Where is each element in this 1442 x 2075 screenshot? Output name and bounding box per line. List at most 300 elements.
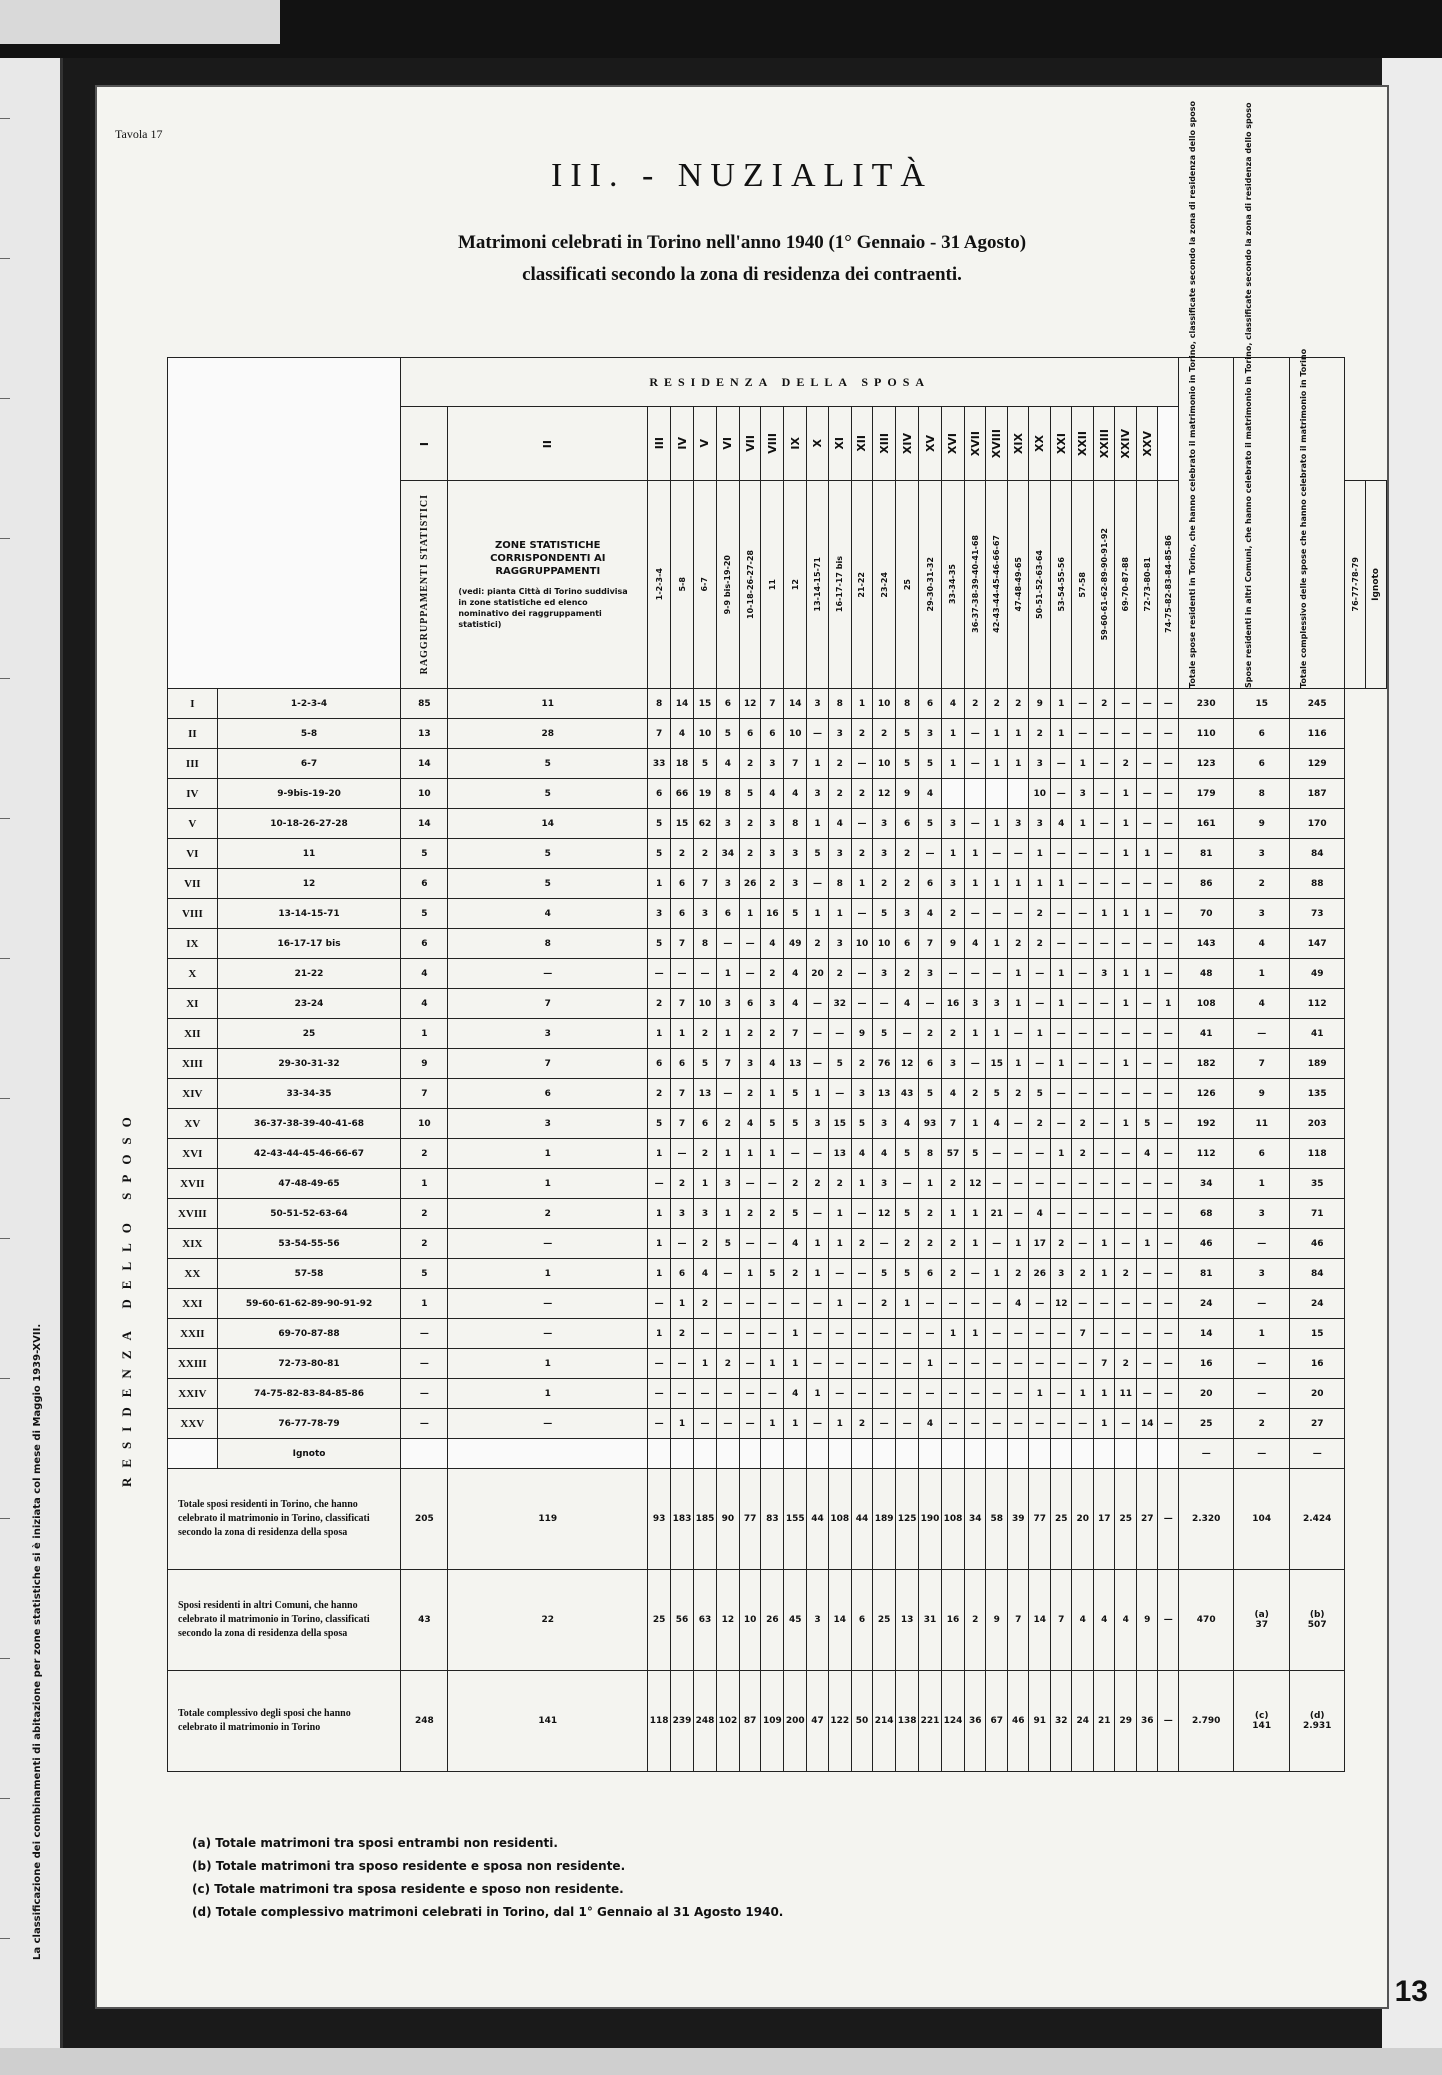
cell: — [1158, 869, 1179, 899]
cell: 5 [873, 1259, 896, 1289]
cell: 12 [896, 1049, 919, 1079]
cell [761, 1439, 784, 1469]
margin-tick [0, 1238, 10, 1239]
cell: — [448, 1409, 648, 1439]
cell: 6 [919, 869, 942, 899]
row-tot3: 135 [1289, 1079, 1345, 1109]
cell: — [1115, 1199, 1137, 1229]
total-cell: 6 [851, 1570, 873, 1671]
cell [807, 1439, 829, 1469]
total-cell: 24 [1072, 1671, 1094, 1772]
cell: — [1115, 1289, 1137, 1319]
total-cell: 205 [401, 1469, 448, 1570]
cell: 5 [896, 749, 919, 779]
cell: 10 [694, 989, 717, 1019]
header-zone-title-cell: ZONE STATISTICHE CORRISPONDENTI AI RAGGRUPPAMENTI (vedi: pianta Città di Torino suddivisa in zone statistiche ed elenco nominativo dei raggruppamenti statistici) [448, 480, 648, 688]
cell: — [401, 1319, 448, 1349]
cell: 1 [1115, 959, 1137, 989]
cell: 1 [1050, 1049, 1072, 1079]
cell: 17 [1029, 1229, 1051, 1259]
cell: — [986, 899, 1008, 929]
table-row [168, 1259, 1387, 1289]
cell: — [1136, 1199, 1158, 1229]
cell: 6 [401, 929, 448, 959]
value: 2.424 [1302, 1514, 1332, 1524]
cell: 7 [448, 989, 648, 1019]
cell: — [1072, 1409, 1094, 1439]
cell: — [807, 1199, 829, 1229]
cell: — [1115, 1169, 1137, 1199]
cell: — [1136, 1259, 1158, 1289]
cell: 12 [1050, 1289, 1072, 1319]
total-cell: 108 [828, 1469, 851, 1570]
col-header-VIII: VIII [761, 407, 784, 480]
cell: 20 [807, 959, 829, 989]
cell: — [942, 1349, 965, 1379]
table-row [168, 1079, 1387, 1109]
cell: — [1072, 1079, 1094, 1109]
cell: 14 [401, 809, 448, 839]
cell: 2 [942, 1169, 965, 1199]
cell [1093, 1439, 1115, 1469]
cell: 2 [739, 749, 761, 779]
cell: 13 [828, 1139, 851, 1169]
cell: 2 [919, 1019, 942, 1049]
cell: 5 [851, 1109, 873, 1139]
cell: 2 [739, 1199, 761, 1229]
col-zone-18: 50-51-52-63-64 [1029, 480, 1051, 688]
cell: 2 [671, 1169, 694, 1199]
cell: 5 [694, 1049, 717, 1079]
table-row [168, 1409, 1387, 1439]
cell: 1 [1007, 869, 1029, 899]
row-tot1: 25 [1178, 1409, 1234, 1439]
row-label: XXIII [168, 1349, 218, 1379]
cell: — [1072, 1199, 1094, 1229]
col-header-XII: XII [851, 407, 873, 480]
cell: 6 [761, 719, 784, 749]
cell: 2 [716, 1349, 739, 1379]
cell: 4 [919, 899, 942, 929]
cell: 1 [1072, 809, 1094, 839]
cell: 1 [761, 1079, 784, 1109]
table-row [168, 749, 1387, 779]
row-tot2: 9 [1234, 1079, 1290, 1109]
cell: 4 [716, 749, 739, 779]
value: 507 [1307, 1620, 1327, 1630]
col-zone-4: 9-9 bis-19-20 [716, 480, 739, 688]
col-zone-17: 47-48-49-65 [1007, 480, 1029, 688]
cell: 3 [807, 1109, 829, 1139]
cell: — [1115, 1409, 1137, 1439]
cell: 8 [896, 689, 919, 719]
cell: — [919, 839, 942, 869]
cell: — [1115, 1319, 1137, 1349]
cell: — [1115, 719, 1137, 749]
cell: 2 [784, 1259, 807, 1289]
row-tot2: 11 [1234, 1109, 1290, 1139]
row-label: XXIV [168, 1379, 218, 1409]
row-label: IX [168, 929, 218, 959]
cell: — [1029, 1349, 1051, 1379]
cell: 6 [648, 779, 671, 809]
row-label: III [168, 749, 218, 779]
cell: 4 [761, 929, 784, 959]
cell: 66 [671, 779, 694, 809]
cell: 1 [401, 1289, 448, 1319]
cell: 1 [761, 1409, 784, 1439]
cell: — [1136, 719, 1158, 749]
cell: 10 [873, 749, 896, 779]
cell: — [1050, 1319, 1072, 1349]
total-cell: 25 [873, 1570, 896, 1671]
cell: — [1158, 1349, 1179, 1379]
cell: 2 [851, 719, 873, 749]
cell: — [648, 1409, 671, 1439]
cell [648, 1439, 671, 1469]
cell: 6 [716, 689, 739, 719]
total-cell: 122 [828, 1671, 851, 1772]
cell: — [1136, 689, 1158, 719]
cell: 3 [761, 809, 784, 839]
total-cell: 77 [1029, 1469, 1051, 1570]
row-zone: 42-43-44-45-46-66-67 [217, 1139, 401, 1169]
cell: 5 [1029, 1079, 1051, 1109]
cell: 1 [401, 1169, 448, 1199]
cell: — [828, 1349, 851, 1379]
col-zone-24: 74-75-82-83-84-85-86 [1158, 480, 1179, 688]
note-mark: (c) [1254, 1711, 1269, 1721]
cell: — [1136, 1049, 1158, 1079]
margin-tick [0, 678, 10, 679]
cell: 5 [873, 899, 896, 929]
cell: 4 [896, 1109, 919, 1139]
margin-tick [0, 398, 10, 399]
cell: 1 [896, 1289, 919, 1319]
total-row-label: Totale sposi residenti in Torino, che hanno celebrato il matrimonio in Torino, classificati secondo la zona di residenza della sposa [168, 1469, 401, 1570]
row-tot2: 6 [1234, 719, 1290, 749]
cell: 1 [401, 1019, 448, 1049]
cell: — [1050, 1199, 1072, 1229]
cell: — [1093, 869, 1115, 899]
total-cell: 9 [986, 1570, 1008, 1671]
row-zone: 72-73-80-81 [217, 1349, 401, 1379]
cell: — [1029, 1049, 1051, 1079]
cell: 7 [671, 1079, 694, 1109]
col-zone-12: 25 [896, 480, 919, 688]
cell: 3 [964, 989, 986, 1019]
cell: — [716, 1079, 739, 1109]
cell: 62 [694, 809, 717, 839]
cell: 4 [1007, 1289, 1029, 1319]
total-cell: 200 [784, 1671, 807, 1772]
cell: 26 [739, 869, 761, 899]
cell: 1 [1072, 1379, 1094, 1409]
cell: 7 [784, 1019, 807, 1049]
cell: — [694, 1379, 717, 1409]
cell: 1 [964, 1319, 986, 1349]
cell: 6 [739, 989, 761, 1019]
table-row [168, 719, 1387, 749]
cell: — [964, 719, 986, 749]
cell: 4 [448, 899, 648, 929]
cell: 4 [739, 1109, 761, 1139]
col-zone-2: 5-8 [671, 480, 694, 688]
cell: 10 [1029, 779, 1051, 809]
cell: 2 [1007, 1259, 1029, 1289]
table-row-ignoto [168, 1439, 1387, 1469]
cell: 1 [1050, 989, 1072, 1019]
row-tot2: — [1234, 1289, 1290, 1319]
cell: 3 [942, 869, 965, 899]
cell: — [873, 1229, 896, 1259]
total-cell: 36 [964, 1671, 986, 1772]
col-zone-23: 72-73-80-81 [1136, 480, 1158, 688]
cell: 32 [828, 989, 851, 1019]
cell: — [1093, 929, 1115, 959]
cell: 15 [694, 689, 717, 719]
cell [964, 779, 986, 809]
table-row [168, 989, 1387, 1019]
row-tot2: 2 [1234, 1409, 1290, 1439]
cell: 15 [828, 1109, 851, 1139]
cell: — [919, 1379, 942, 1409]
cell: 5 [828, 1049, 851, 1079]
cell: 18 [671, 749, 694, 779]
cell: 10 [873, 689, 896, 719]
total-cell: 34 [964, 1469, 986, 1570]
row-label: XIV [168, 1079, 218, 1109]
col-header-VI: VI [716, 407, 739, 480]
cell: 3 [739, 1049, 761, 1079]
cell: — [828, 1019, 851, 1049]
cell: — [671, 1229, 694, 1259]
cell: — [896, 1379, 919, 1409]
total-cell: 155 [784, 1469, 807, 1570]
row-tot1: 182 [1178, 1049, 1234, 1079]
cell: 3 [986, 989, 1008, 1019]
row-tot1: 108 [1178, 989, 1234, 1019]
cell: — [1007, 1199, 1029, 1229]
cell: 1 [1029, 1019, 1051, 1049]
cell: — [1029, 989, 1051, 1019]
cell: 11 [1115, 1379, 1137, 1409]
cell: 1 [448, 1259, 648, 1289]
cell: — [1136, 749, 1158, 779]
cell: — [851, 989, 873, 1019]
cell: — [1158, 1199, 1179, 1229]
cell: — [851, 1349, 873, 1379]
cell: 1 [986, 869, 1008, 899]
total-cell: 25 [648, 1570, 671, 1671]
row-zone: 76-77-78-79 [217, 1409, 401, 1439]
cell: 1 [1007, 749, 1029, 779]
total-cell: 141 [448, 1671, 648, 1772]
scan-light-strip [0, 0, 280, 44]
note-mark: (a) [1254, 1610, 1269, 1620]
col-header-XVII: XVII [964, 407, 986, 480]
table-row [168, 1289, 1387, 1319]
total-cell: 90 [716, 1469, 739, 1570]
row-tot1: 126 [1178, 1079, 1234, 1109]
cell: 10 [851, 929, 873, 959]
cell: 4 [964, 929, 986, 959]
col-header-I: I [401, 407, 448, 480]
cell: 19 [694, 779, 717, 809]
cell: — [739, 1169, 761, 1199]
cell: — [1093, 1199, 1115, 1229]
row-tot2: 9 [1234, 809, 1290, 839]
cell: — [851, 959, 873, 989]
row-label: XXI [168, 1289, 218, 1319]
cell: — [1007, 1109, 1029, 1139]
cell [851, 1439, 873, 1469]
row-zone: 9-9bis-19-20 [217, 779, 401, 809]
cell: — [942, 1379, 965, 1409]
table-row [168, 929, 1387, 959]
col-header-XXI: XXI [1050, 407, 1072, 480]
cell: 1 [1029, 869, 1051, 899]
cell: 9 [1029, 689, 1051, 719]
cell: 6 [648, 1049, 671, 1079]
cell: 14 [401, 749, 448, 779]
cell: 14 [671, 689, 694, 719]
cell: — [1136, 779, 1158, 809]
cell: 1 [1115, 1049, 1137, 1079]
cell: 2 [919, 1229, 942, 1259]
col-header-II: II [448, 407, 648, 480]
header-raggr-side: RAGGRUPPAMENTI STATISTICI [401, 480, 448, 688]
row-tot3: 71 [1289, 1199, 1345, 1229]
cell: 5 [896, 1199, 919, 1229]
cell: 3 [851, 1079, 873, 1109]
cell: 2 [851, 1229, 873, 1259]
col-zone-22: 69-70-87-88 [1115, 480, 1137, 688]
cell: 1 [964, 1109, 986, 1139]
cell: 6 [671, 1259, 694, 1289]
cell: 4 [873, 1139, 896, 1169]
row-tot2: 3 [1234, 1199, 1290, 1229]
cell: 10 [401, 779, 448, 809]
cell: 9 [942, 929, 965, 959]
cell: — [1136, 1079, 1158, 1109]
cell: — [1093, 989, 1115, 1019]
cell: 1 [1093, 1259, 1115, 1289]
row-label: XXV [168, 1409, 218, 1439]
cell: 2 [648, 989, 671, 1019]
cell: — [1007, 1379, 1029, 1409]
total-cell: 16 [942, 1570, 965, 1671]
cell: 5 [648, 929, 671, 959]
total-cell: 124 [942, 1671, 965, 1772]
cell: 2 [851, 839, 873, 869]
table-body [168, 689, 1387, 1772]
cell: 43 [896, 1079, 919, 1109]
cell: 6 [919, 689, 942, 719]
value: 141 [1252, 1721, 1272, 1731]
cell: — [648, 959, 671, 989]
cell: 1 [828, 1229, 851, 1259]
cell: 1 [671, 1289, 694, 1319]
cell: 3 [1050, 1259, 1072, 1289]
cell [1007, 779, 1029, 809]
row-tot1: 161 [1178, 809, 1234, 839]
cell: — [851, 1319, 873, 1349]
cell: — [648, 1379, 671, 1409]
cell: 3 [784, 839, 807, 869]
total-cell: 63 [694, 1570, 717, 1671]
cell: 2 [964, 1079, 986, 1109]
cell: 2 [1072, 1139, 1094, 1169]
col-zone-8: 13-14-15-71 [807, 480, 829, 688]
row-label: XIX [168, 1229, 218, 1259]
cell: 6 [896, 929, 919, 959]
cell: — [964, 1379, 986, 1409]
cell: 16 [942, 989, 965, 1019]
ignoto-blank [168, 1439, 218, 1469]
table-row [168, 1349, 1387, 1379]
cell: 1 [739, 899, 761, 929]
total-cell: 4 [1115, 1570, 1137, 1671]
row-tot3: 41 [1289, 1019, 1345, 1049]
row-zone-ignoto: Ignoto [217, 1439, 401, 1469]
cell: 7 [671, 929, 694, 959]
total-cell: 102 [716, 1671, 739, 1772]
total-cell: 248 [401, 1671, 448, 1772]
cell: — [1158, 929, 1179, 959]
cell: — [1050, 1079, 1072, 1109]
cell: 2 [807, 929, 829, 959]
cell: 1 [851, 689, 873, 719]
cell: 5 [401, 1259, 448, 1289]
col-header-IX: IX [784, 407, 807, 480]
total-cell: 91 [1029, 1671, 1051, 1772]
row-tot1: 70 [1178, 899, 1234, 929]
row-zone: 1-2-3-4 [217, 689, 401, 719]
cell: 7 [648, 719, 671, 749]
cell: 1 [648, 1259, 671, 1289]
total-tot3 [1289, 1671, 1345, 1772]
cell: 2 [739, 809, 761, 839]
row-label: XV [168, 1109, 218, 1139]
cell: — [1050, 1169, 1072, 1199]
cell: — [448, 959, 648, 989]
row-tot3: 189 [1289, 1049, 1345, 1079]
cell: 2 [919, 1199, 942, 1229]
cell: 1 [1007, 719, 1029, 749]
col-header-XIV: XIV [896, 407, 919, 480]
cell: 2 [1029, 1109, 1051, 1139]
cell: — [671, 959, 694, 989]
cell: 2 [1050, 1229, 1072, 1259]
cell: 3 [761, 749, 784, 779]
cell: — [401, 1409, 448, 1439]
cell: 2 [828, 749, 851, 779]
row-zone: 36-37-38-39-40-41-68 [217, 1109, 401, 1139]
cell: 7 [942, 1109, 965, 1139]
cell: 3 [1093, 959, 1115, 989]
cell: 3 [761, 989, 784, 1019]
cell: 7 [694, 869, 717, 899]
cell: 1 [1050, 869, 1072, 899]
total-cell: 36 [1136, 1671, 1158, 1772]
cell [1050, 1439, 1072, 1469]
cell: 4 [986, 1109, 1008, 1139]
cell: 3 [919, 719, 942, 749]
row-tot3: 49 [1289, 959, 1345, 989]
cell [694, 1439, 717, 1469]
cell: 16 [761, 899, 784, 929]
